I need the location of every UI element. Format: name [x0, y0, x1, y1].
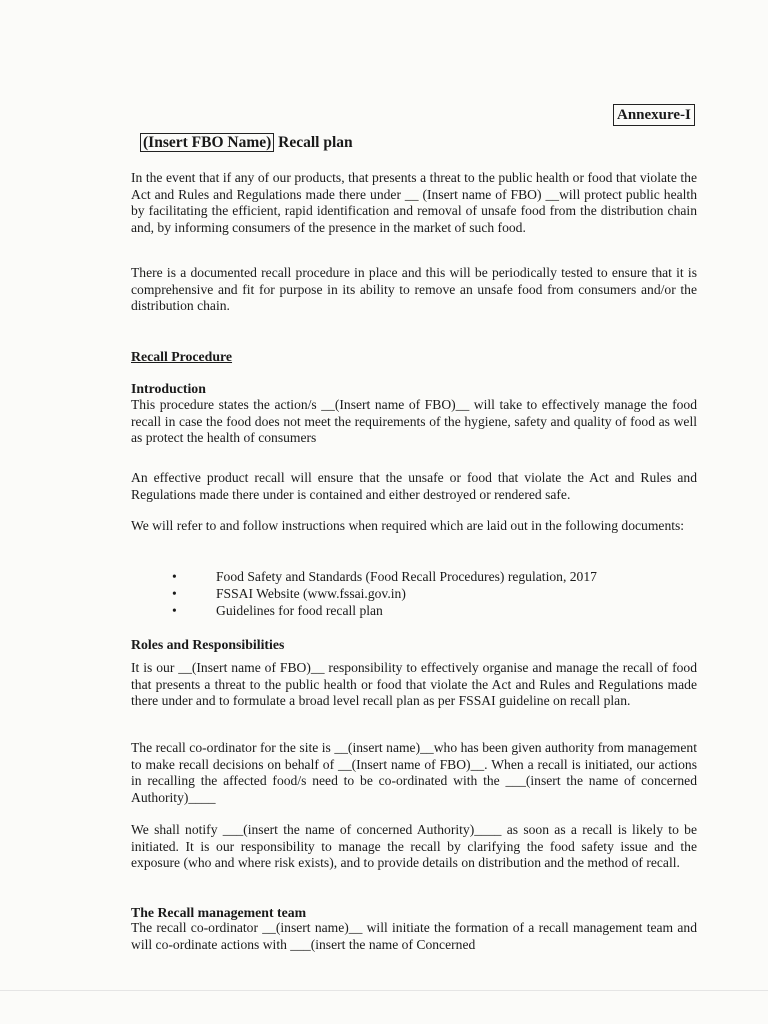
intro-paragraph-2: There is a documented recall procedure in place and this will be periodically tested to ensure that it is comprehensive and fit for purpose in its ability to remove an unsafe food from consumers and/or the distribution chain. [131, 265, 697, 314]
page-edge [0, 990, 768, 991]
recall-team-heading: The Recall management team [131, 905, 307, 920]
effective-recall-paragraph: An effective product recall will ensure that the unsafe or food that violate the Act and Rules and Regulations made there under is contained and either destroyed or rendered safe. [131, 470, 697, 502]
list-item: • Guidelines for food recall plan [172, 602, 597, 619]
intro-paragraph-1: In the event that if any of our products, that presents a threat to the public health or food that violate the Act and Rules and Regulations made there under __ (Insert name of FBO) __will protect public health by facilitating the efficient, rapid identification and removal of unsafe food from the distribution chain and, by informing consumers of the presence in the market of such food. [131, 170, 697, 235]
refer-documents-paragraph: We will refer to and follow instructions when required which are laid out in the following documents: [131, 518, 685, 533]
coordinator-paragraph: The recall co-ordinator for the site is __(insert name)__who has been given authority from management to make recall decisions on behalf of __(Insert name of FBO)__. When a recall is initiated, our actions in recalling the affected food/s need to be co-ordinated with the ___(insert the name of concerned Authority)____ [131, 740, 697, 805]
documents-list [172, 568, 597, 619]
title-text: Recall plan [274, 134, 353, 151]
roles-heading: Roles and Responsibilities [131, 637, 285, 652]
recall-team-paragraph: The recall co-ordinator __(insert name)__ will initiate the formation of a recall management team and will co-ordinate actions with ___(insert the name of Concerned [131, 920, 697, 952]
list-item: • FSSAI Website (www.fssai.gov.in) [172, 585, 597, 602]
notify-paragraph: We shall notify ___(insert the name of concerned Authority)____ as soon as a recall is likely to be initiated. It is our responsibility to manage the recall by clarifying the food safety issue and the exposure (who and where risk exists), and to provide details on distribution and the method of recall. [131, 822, 697, 871]
annexure-label: Annexure-I [613, 104, 695, 126]
introduction-paragraph: This procedure states the action/s __(Insert name of FBO)__ will take to effectively manage the food recall in case the food does not meet the requirements of the hygiene, safety and quality of food as well as protect the health of consumers [131, 397, 697, 446]
page-title [140, 132, 353, 154]
title-fbo-placeholder: (Insert FBO Name) [140, 133, 274, 152]
list-item: • Food Safety and Standards (Food Recall Procedures) regulation, 2017 [172, 568, 597, 585]
recall-procedure-heading: Recall Procedure [131, 349, 233, 364]
roles-paragraph: It is our __(Insert name of FBO)__ responsibility to effectively organise and manage the recall of food that presents a threat to the public health or food that violate the Act and Rules and Regulations made there under and to formulate a broad level recall plan as per FSSAI guideline on recall plan. [131, 660, 697, 709]
introduction-heading: Introduction [131, 381, 206, 396]
